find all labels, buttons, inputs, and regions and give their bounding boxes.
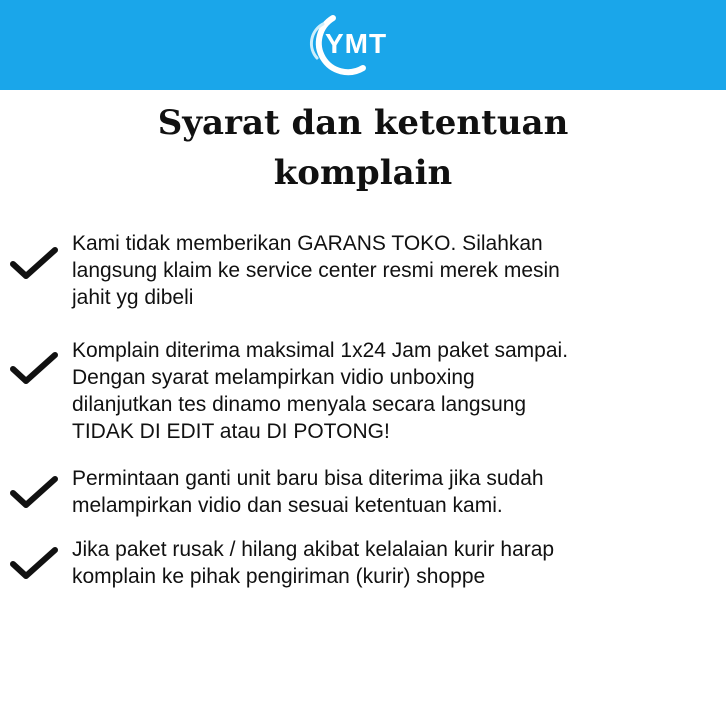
page-title-line-2: komplain xyxy=(273,153,453,193)
text-line: Dengan syarat melampirkan vidio unboxing xyxy=(72,366,475,389)
text-line: langsung klaim ke service center resmi merek mesin xyxy=(72,259,560,282)
list-item-text xyxy=(72,230,712,311)
text-line: Komplain diterima maksimal 1x24 Jam paket sampai. xyxy=(72,339,569,362)
check-icon xyxy=(10,546,58,580)
text-line: Jika paket rusak / hilang akibat kelalaian kurir harap xyxy=(72,538,555,561)
text-line: TIDAK DI EDIT atau DI POTONG! xyxy=(72,420,390,443)
check-icon xyxy=(10,351,58,385)
text-line: Permintaan ganti unit baru bisa diterima jika sudah xyxy=(72,467,544,490)
text-line: melampirkan vidio dan sesuai ketentuan kami. xyxy=(72,494,503,517)
text-line: jahit yg dibeli xyxy=(72,286,194,309)
list-item-text xyxy=(72,337,712,445)
check-icon xyxy=(10,246,58,280)
text-line: Kami tidak memberikan GARANS TOKO. Silahkan xyxy=(72,232,543,255)
header-bar xyxy=(0,0,726,90)
logo-text: YMT xyxy=(325,28,388,59)
page-title-line-1: Syarat dan ketentuan xyxy=(157,103,569,143)
list-item-text xyxy=(72,536,712,590)
text-line: dilanjutkan tes dinamo menyala secara langsung xyxy=(72,393,527,416)
check-icon xyxy=(10,475,58,509)
ymt-logo xyxy=(293,10,413,80)
text-line: komplain ke pihak pengiriman (kurir) shoppe xyxy=(72,565,486,588)
list-item-text xyxy=(72,465,712,519)
page-title xyxy=(0,98,726,198)
